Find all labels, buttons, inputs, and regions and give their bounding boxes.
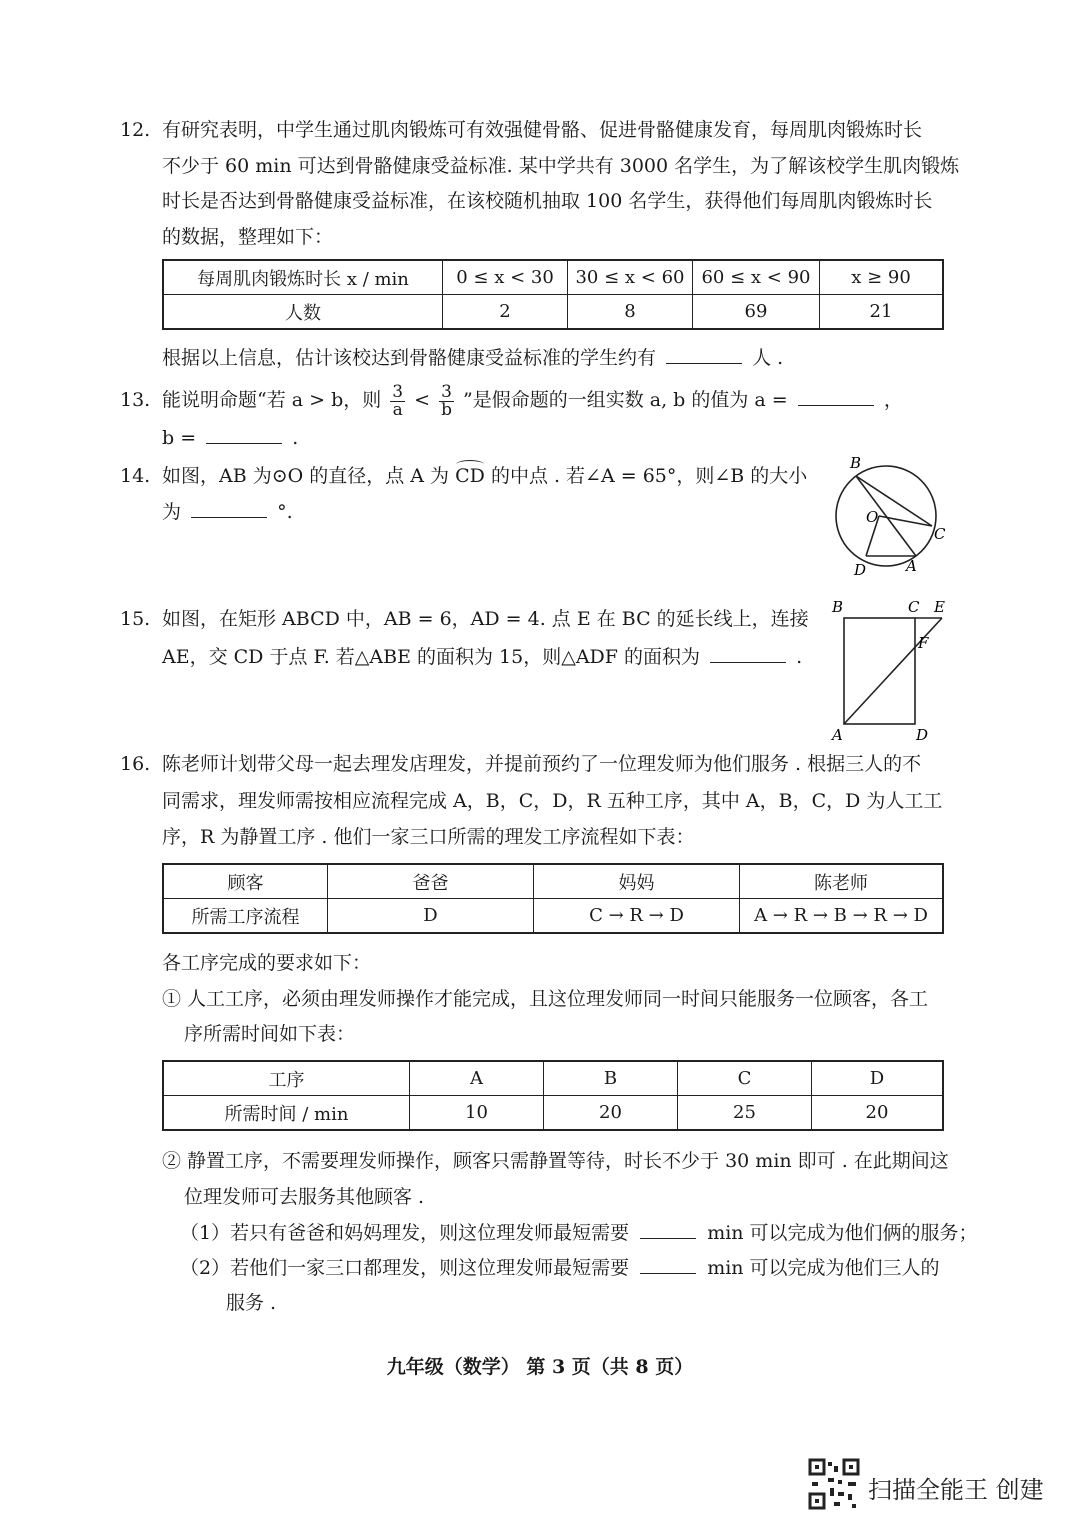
q12-table-data-row (163, 295, 943, 330)
q16-number: 16. (120, 753, 151, 775)
q12-line-3: 时长是否达到骨骼健康受益标准，在该校随机抽取 100 名学生，获得他们每周肌肉锻炼时长 (162, 190, 933, 212)
q12-line-1: 有研究表明，中学生通过肌肉锻炼可有效强健骨骼、促进骨骼健康发育，每周肌肉锻炼时长 (162, 119, 923, 141)
q13-blank-b[interactable] (206, 425, 282, 444)
q12-answer-unit: 人 . (752, 347, 784, 369)
q13-text-a: 能说明命题“若 a > b，则 (162, 389, 382, 411)
q12-data-cell: 21 (820, 295, 944, 330)
q13-less-than: < (414, 389, 431, 411)
q13-blank-a[interactable] (798, 387, 874, 406)
q15-text: AE，交 CD 于点 F. 若△ABE 的面积为 15，则△ADF 的面积为 (162, 646, 700, 668)
q16-t2-header-cell: B (544, 1061, 678, 1096)
q16-line-2: 同需求，理发师需按相应流程完成 A，B，C，D，R 五种工序，其中 A，B，C，D 为人工工 (162, 790, 943, 812)
q12-line-4: 的数据，整理如下： (162, 226, 334, 248)
q12-header-cell: 每周肌肉锻炼时长 x / min (163, 260, 443, 295)
q16-line-1: 陈老师计划带父母一起去理发店理发，并提前预约了一位理发师为他们服务 . 根据三人的不 (162, 753, 922, 775)
q14-text-a: 如图，AB 为⊙O 的直径，点 A 为 (162, 465, 450, 487)
q16-t2-data-cell: 20 (544, 1096, 678, 1131)
q14-arc-cd: CD (455, 465, 485, 487)
q16-requirement-1-line-2: 序所需时间如下表： (184, 1023, 356, 1045)
q15-period: . (796, 646, 803, 668)
q12-line-2: 不少于 60 min 可达到骨骼健康受益标准. 某中学共有 3000 名学生，为了解该校学生肌肉锻炼 (162, 155, 960, 177)
q13-frac1-denominator: a (392, 399, 403, 420)
label-b: B (832, 598, 844, 616)
q12-header-cell: 0 ≤ x < 30 (443, 260, 568, 295)
q13-line-2 (162, 425, 298, 450)
label-c: C (908, 598, 920, 616)
q12-table (162, 259, 944, 330)
q14-degree: °. (277, 501, 293, 523)
q16-time-table (162, 1060, 944, 1131)
label-e: E (934, 598, 945, 616)
q16-t1-data-cell: D (328, 899, 534, 934)
q14-line-1 (162, 464, 807, 488)
q16-line-3: 序，R 为静置工序 . 他们一家三口所需的理发工序流程如下表： (162, 826, 695, 848)
label-f: F (918, 634, 929, 652)
q16-table1-data-row (163, 899, 943, 934)
q16-part-2 (180, 1255, 940, 1280)
q13-text-b: ”是假命题的一组实数 a, b 的值为 a = (463, 389, 788, 411)
q16-t1-header-cell: 陈老师 (740, 864, 944, 899)
q16-part-2-continued: 服务 . (226, 1292, 277, 1314)
label-b: B (850, 454, 862, 472)
q14-text-b: 的中点 . 若∠A = 65°，则∠B 的大小 (490, 465, 808, 487)
q13-comma: ， (883, 389, 903, 411)
q12-header-cell: 30 ≤ x < 60 (568, 260, 693, 295)
q12-number: 12. (120, 119, 151, 141)
q15-line-2 (162, 644, 802, 669)
q16-part2-blank[interactable] (640, 1255, 696, 1274)
q16-t1-header-cell: 爸爸 (328, 864, 534, 899)
scanner-watermark: 扫描全能王 创建 (868, 1476, 1044, 1504)
q16-process-table (162, 863, 944, 934)
q16-t1-header-cell: 妈妈 (534, 864, 740, 899)
q16-t2-data-cell: 20 (812, 1096, 944, 1131)
q16-t2-header-cell: A (410, 1061, 544, 1096)
rectangle-abcd (844, 618, 915, 724)
q16-t2-data-cell: 10 (410, 1096, 544, 1131)
q13-fraction-2 (439, 381, 454, 420)
q14-line-2 (162, 499, 293, 524)
label-a: A (906, 557, 917, 575)
q14-answer-blank[interactable] (191, 499, 267, 518)
q12-answer-text: 根据以上信息，估计该校达到骨骼健康受益标准的学生约有 (162, 347, 657, 369)
q14-number: 14. (120, 465, 151, 487)
q16-t1-header-cell: 顾客 (163, 864, 328, 899)
qr-code-icon (808, 1458, 860, 1510)
q16-part-1 (180, 1220, 978, 1245)
q13-number: 13. (120, 389, 151, 411)
q16-table2-data-row (163, 1096, 943, 1131)
q16-requirement-2-line-2: 位理发师可去服务其他顾客 . (184, 1186, 425, 1208)
q12-data-cell: 人数 (163, 295, 443, 330)
q16-part1-blank[interactable] (640, 1220, 696, 1239)
q13-period: . (292, 427, 299, 449)
q13-line-1 (162, 380, 903, 420)
q12-header-cell: 60 ≤ x < 90 (693, 260, 820, 295)
q13-frac2-numerator: 3 (441, 381, 452, 402)
q14-circle-figure (828, 452, 952, 578)
q15-rectangle-figure (824, 596, 956, 744)
q16-t1-data-cell: 所需工序流程 (163, 899, 328, 934)
q16-requirement-1-line-1: ① 人工工序，必须由理发师操作才能完成，且这位理发师同一时间只能服务一位顾客，各工 (162, 988, 929, 1010)
q15-number: 15. (120, 608, 151, 630)
q13-text-b-eq: b = (162, 427, 197, 449)
q16-t2-header-cell: 工序 (163, 1061, 410, 1096)
q13-frac2-denominator: b (441, 399, 452, 420)
q16-part1-tail: min 可以完成为他们俩的服务； (707, 1222, 978, 1244)
diameter-ab (856, 476, 916, 556)
q12-answer-blank[interactable] (666, 345, 742, 364)
page-footer: 九年级（数学） 第 3 页（共 8 页） (386, 1356, 694, 1378)
q16-part2-text: （2）若他们一家三口都理发，则这位理发师最短需要 (180, 1257, 630, 1279)
q13-fraction-1 (390, 381, 405, 420)
q16-t2-data-cell: 所需时间 / min (163, 1096, 410, 1131)
q12-data-cell: 2 (443, 295, 568, 330)
q16-t2-header-cell: C (678, 1061, 812, 1096)
q12-answer-line (162, 345, 783, 370)
q16-table2-header-row (163, 1061, 943, 1096)
q13-frac1-numerator: 3 (392, 381, 404, 402)
q16-table1-header-row (163, 864, 943, 899)
q16-t1-data-cell: C → R → D (534, 899, 740, 934)
q16-t2-header-cell: D (812, 1061, 944, 1096)
label-d: D (854, 561, 867, 578)
q16-part1-text: （1）若只有爸爸和妈妈理发，则这位理发师最短需要 (180, 1222, 630, 1244)
q12-header-cell: x ≥ 90 (820, 260, 944, 295)
q16-requirement-2-line-1: ② 静置工序，不需要理发师操作，顾客只需静置等待，时长不少于 30 min 即可 . 在此期间这 (162, 1150, 949, 1172)
q12-table-header-row (163, 260, 943, 295)
label-a: A (832, 726, 843, 744)
q16-requirements-heading: 各工序完成的要求如下： (162, 952, 372, 974)
label-c: C (934, 525, 946, 543)
label-d: D (916, 726, 929, 744)
q12-data-cell: 69 (693, 295, 820, 330)
q16-part2-tail: min 可以完成为他们三人的 (707, 1257, 940, 1279)
q16-t1-data-cell: A → R → B → R → D (740, 899, 944, 934)
q15-answer-blank[interactable] (710, 644, 786, 663)
q16-t2-data-cell: 25 (678, 1096, 812, 1131)
q12-data-cell: 8 (568, 295, 693, 330)
q14-text-wei: 为 (162, 501, 182, 523)
q15-line-1: 如图，在矩形 ABCD 中，AB = 6，AD = 4. 点 E 在 BC 的延长线上，连接 (162, 608, 809, 630)
label-o: O (866, 508, 879, 526)
